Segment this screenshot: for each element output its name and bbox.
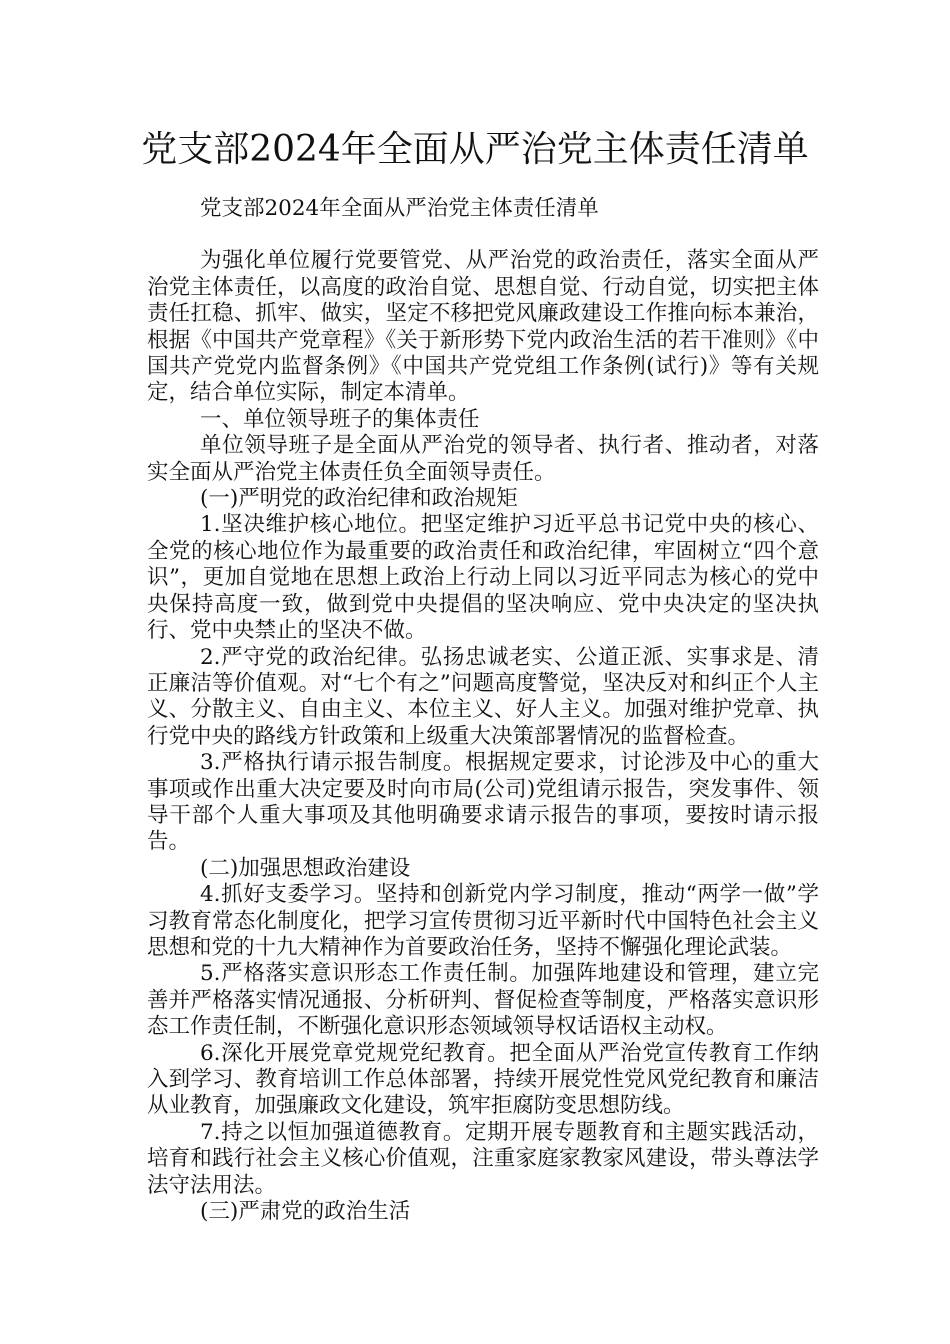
item-paragraph-6: 6.深化开展党章党规党纪教育。把全面从严治党宣传教育工作纳入到学习、教育培训工作总体部署，持续开展党性党风党纪教育和廉洁从业教育，加强廉政文化建设，筑牢拒腐防变思想防线。 xyxy=(147,1040,819,1119)
document-body xyxy=(147,196,819,1225)
document-subtitle: 党支部2024年全面从严治党主体责任清单 xyxy=(200,196,599,221)
document-title: 党支部2024年全面从严治党主体责任清单 xyxy=(141,129,809,170)
section-heading-1: 一、单位领导班子的集体责任 xyxy=(200,406,480,432)
item-paragraph-7: 7.持之以恒加强道德教育。定期开展专题教育和主题实践活动，培育和践行社会主义核心价值观，注重家庭家教家风建设，带头尊法学法守法用法。 xyxy=(147,1119,819,1198)
item-paragraph-3: 3.严格执行请示报告制度。根据规定要求，讨论涉及中心的重大事项或作出重大决定要及时向市局(公司)党组请示报告，突发事件、领导干部个人重大事项及其他明确要求请示报告的事项，要按时请示报告。 xyxy=(147,750,819,855)
subsection-heading-3: (三)严肃党的政治生活 xyxy=(200,1199,411,1225)
item-paragraph-2: 2.严守党的政治纪律。弘扬忠诚老实、公道正派、实事求是、清正廉洁等价值观。对“七个有之”问题高度警觉，坚决反对和纠正个人主义、分散主义、自由主义、本位主义、好人主义。加强对维护党章、执行党中央的路线方针政策和上级重大决策部署情况的监督检查。 xyxy=(147,644,819,749)
item-paragraph-1: 1.坚决维护核心地位。把坚定维护习近平总书记党中央的核心、全党的核心地位作为最重要的政治责任和政治纪律，牢固树立“四个意识”，更加自觉地在思想上政治上行动上同以习近平同志为核心的党中央保持高度一致，做到党中央提倡的坚决响应、党中央决定的坚决执行、党中央禁止的坚决不做。 xyxy=(147,512,819,644)
intro-paragraph: 为强化单位履行党要管党、从严治党的政治责任，落实全面从严治党主体责任，以高度的政治自觉、思想自觉、行动自觉，切实把主体责任扛稳、抓牢、做实，坚定不移把党风廉政建设工作推向标本兼治，根据《中国共产党章程》《关于新形势下党内政治生活的若干准则》《中国共产党党内监督条例》《中国共产党党组工作条例(试行)》等有关规定，结合单位实际，制定本清单。 xyxy=(147,248,819,406)
subsection-heading-1: (一)严明党的政治纪律和政治规矩 xyxy=(200,486,518,512)
item-paragraph-5: 5.严格落实意识形态工作责任制。加强阵地建设和管理，建立完善并严格落实情况通报、分析研判、督促检查等制度，严格落实意识形态工作责任制，不断强化意识形态领域领导权话语权主动权。 xyxy=(147,961,819,1040)
section-1-paragraph: 单位领导班子是全面从严治党的领导者、执行者、推动者，对落实全面从严治党主体责任负全面领导责任。 xyxy=(147,433,819,485)
subsection-heading-2: (二)加强思想政治建设 xyxy=(200,855,411,881)
item-paragraph-4: 4.抓好支委学习。坚持和创新党内学习制度，推动“两学一做”学习教育常态化制度化，把学习宣传贯彻习近平新时代中国特色社会主义思想和党的十九大精神作为首要政治任务，坚持不懈强化理论武装。 xyxy=(147,882,819,960)
